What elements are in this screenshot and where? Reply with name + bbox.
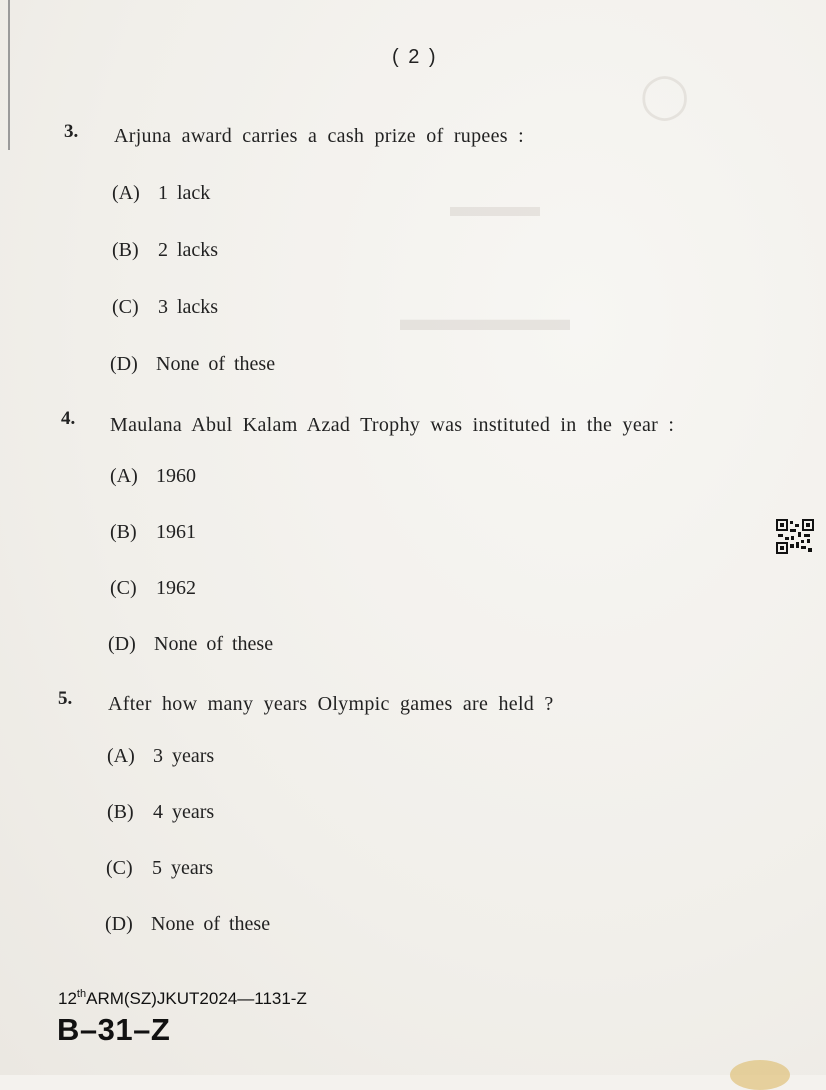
option-text: None of these: [154, 633, 274, 655]
option-text: 4 years: [153, 801, 215, 823]
option-c: [110, 577, 196, 600]
option-label: (A): [110, 465, 138, 487]
question-text: Maulana Abul Kalam Azad Trophy was instituted in the year :: [110, 414, 675, 436]
exam-code-rest: ARM(SZ)JKUT2024—1131-Z: [86, 989, 307, 1008]
question-number: 5.: [58, 688, 73, 709]
option-text: 1961: [156, 521, 196, 543]
option-text: 3 lacks: [158, 296, 219, 318]
qr-code-icon: [776, 519, 814, 554]
question-text: Arjuna award carries a cash prize of rupees :: [114, 125, 524, 147]
option-label: (D): [110, 353, 138, 375]
option-text: 3 years: [153, 745, 215, 767]
option-label: (C): [110, 577, 137, 599]
option-label: (B): [110, 521, 137, 543]
option-b: [107, 801, 214, 824]
option-a: [112, 182, 210, 205]
option-label: (A): [107, 745, 135, 767]
show-through-mark: ▬▬▬▬▬: [400, 300, 570, 338]
paper-code: B–31–Z: [57, 1012, 171, 1047]
exam-code-prefix: 12: [58, 989, 77, 1008]
option-c: [106, 857, 213, 880]
option-text: 1962: [156, 577, 196, 599]
option-text: 5 years: [152, 857, 214, 879]
show-through-mark: ▬▬▬: [450, 190, 540, 223]
option-d: [110, 353, 275, 376]
option-label: (C): [106, 857, 133, 879]
option-label: (B): [112, 239, 139, 261]
option-text: 2 lacks: [158, 239, 219, 261]
option-a: [107, 745, 214, 768]
question-number: 4.: [61, 408, 76, 429]
page-number: ( 2 ): [392, 46, 438, 68]
exam-code: [58, 988, 307, 1009]
show-through-mark: ◯: [640, 71, 690, 120]
option-text: None of these: [151, 913, 271, 935]
option-a: [110, 465, 196, 488]
option-c: [112, 296, 218, 319]
corner-stain: [730, 1060, 790, 1090]
option-label: (D): [108, 633, 136, 655]
option-text: 1960: [156, 465, 196, 487]
option-label: (D): [105, 913, 133, 935]
option-text: None of these: [156, 353, 276, 375]
question-text: After how many years Olympic games are held ?: [108, 693, 554, 715]
option-label: (B): [107, 801, 134, 823]
exam-code-sup: th: [76, 988, 87, 1000]
question-number: 3.: [64, 121, 79, 142]
option-b: [112, 239, 218, 262]
option-text: 1 lack: [158, 182, 211, 204]
option-label: (A): [112, 182, 140, 204]
page-edge-line: [8, 0, 10, 150]
option-b: [110, 521, 196, 544]
option-d: [108, 633, 273, 656]
option-d: [105, 913, 270, 936]
option-label: (C): [112, 296, 139, 318]
